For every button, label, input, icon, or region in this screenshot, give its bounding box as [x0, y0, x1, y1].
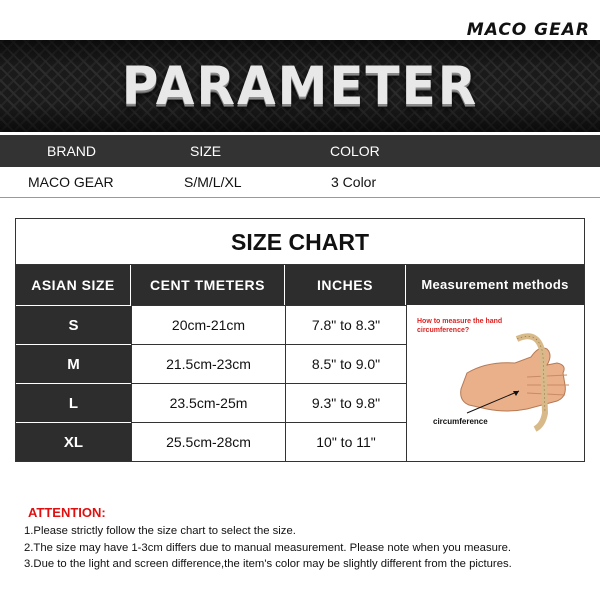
cm-cell-s: 20cm-21cm [131, 305, 285, 344]
cm-cell-l: 23.5cm-25m [131, 383, 285, 422]
size-cell-m: M [16, 344, 131, 383]
header-asian-size: ASIAN SIZE [16, 265, 131, 305]
attention-note-1: 1.Please strictly follow the size chart to select the size. [24, 525, 296, 537]
cm-cell-m: 21.5cm-23cm [131, 344, 285, 383]
attention-note-3: 3.Due to the light and screen difference,the item's color may be slightly different from the pictures. [24, 558, 512, 570]
param-header-brand: BRAND [47, 143, 97, 159]
inch-cell-s: 7.8" to 8.3" [285, 305, 406, 344]
inch-cell-xl: 10" to 11" [285, 422, 406, 461]
banner-title: PARAMETER [121, 55, 479, 117]
inch-cell-l: 9.3" to 9.8" [285, 383, 406, 422]
brand-logo: MACO GEAR [466, 20, 590, 40]
measure-question-text: How to measure the hand circumference? [417, 318, 503, 334]
parameter-header-row [0, 135, 600, 167]
inch-cell-m: 8.5" to 9.0" [285, 344, 406, 383]
header-centimeters: CENT TMETERS [131, 265, 285, 305]
circumference-label: circumference [433, 417, 488, 426]
header-measurement-methods: Measurement methods [406, 265, 584, 305]
header-inches: INCHES [285, 265, 406, 305]
size-chart-table [15, 218, 585, 462]
parameter-banner [0, 40, 600, 132]
size-chart-title: SIZE CHART [16, 219, 584, 265]
param-header-size: SIZE [190, 143, 222, 159]
attention-title: ATTENTION: [28, 505, 106, 520]
size-cell-s: S [16, 305, 131, 344]
attention-note-2: 2.The size may have 1-3cm differs due to manual measurement. Please note when you measure. [24, 542, 512, 554]
parameter-value-row [0, 167, 600, 198]
hand-measure-icon [407, 305, 583, 459]
measurement-illustration [406, 305, 584, 461]
param-header-color: COLOR [330, 143, 380, 159]
param-value-color: 3 Color [331, 174, 377, 190]
size-cell-xl: XL [16, 422, 131, 461]
param-value-size: S/M/L/XL [184, 174, 242, 190]
size-cell-l: L [16, 383, 131, 422]
param-value-brand: MACO GEAR [28, 174, 114, 190]
cm-cell-xl: 25.5cm-28cm [131, 422, 285, 461]
